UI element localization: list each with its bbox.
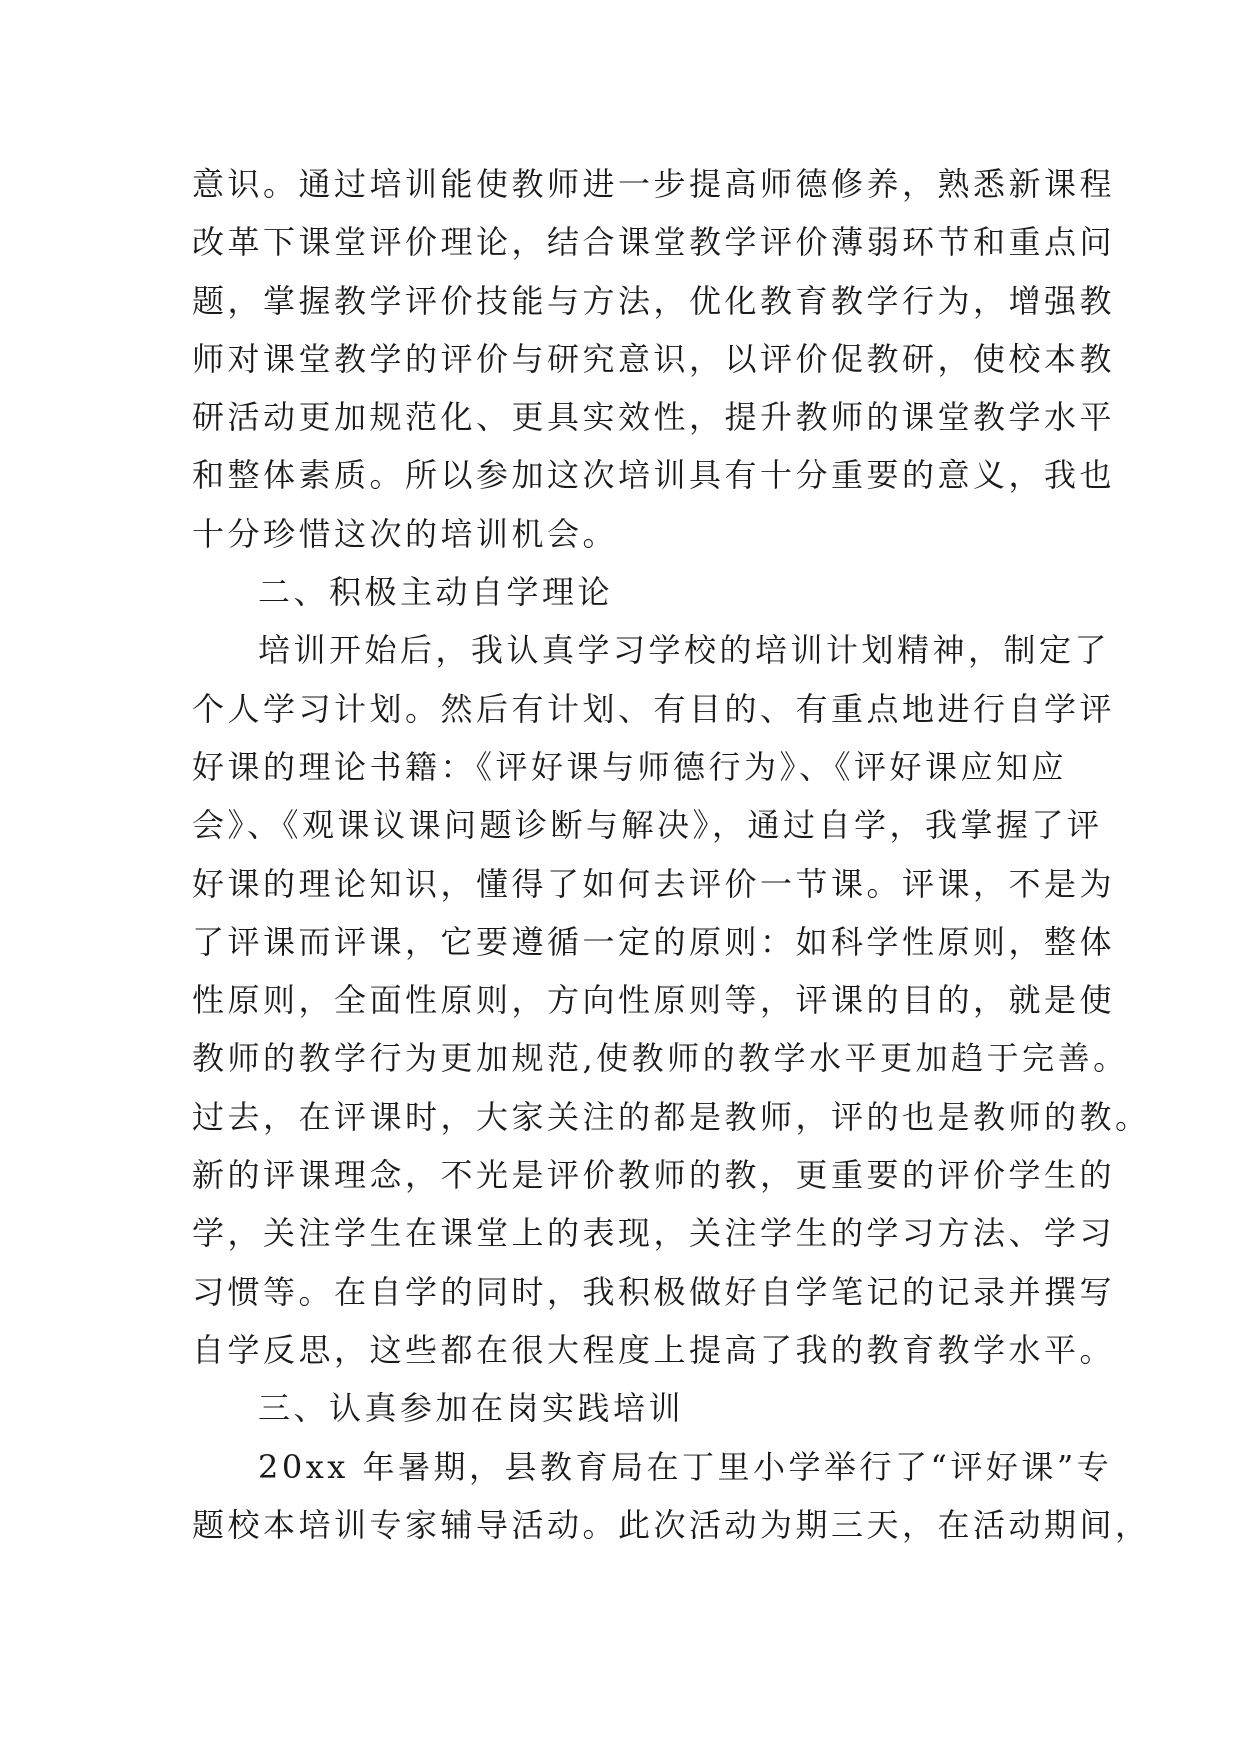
text-line: 改革下课堂评价理论，结合课堂教学评价薄弱环节和重点问 [192, 223, 1116, 262]
text-line: 培训开始后，我认真学习学校的培训计划精神，制定了 [258, 631, 1111, 670]
text-line: 会》、《观课议课问题诊断与解决》，通过自学，我掌握了评 [192, 806, 1103, 845]
text-line: 师对课堂教学的评价与研究意识，以评价促教研，使校本教 [192, 339, 1116, 378]
text-line: 习惯等。在自学的同时，我积极做好自学笔记的记录并撰写 [192, 1272, 1116, 1311]
text-line: 学，关注学生在课堂上的表现，关注学生的学习方法、学习 [192, 1214, 1116, 1253]
text-line: 性原则，全面性原则，方向性原则等，评课的目的，就是使 [192, 981, 1116, 1020]
text-line: 好课的理论知识，懂得了如何去评价一节课。评课，不是为 [192, 864, 1116, 903]
text-line: 20xx 年暑期，县教育局在丁里小学举行了“评好课”专 [258, 1447, 1113, 1486]
text-line: 自学反思，这些都在很大程度上提高了我的教育教学水平。 [192, 1330, 1116, 1369]
text-line: 十分珍惜这次的培训机会。 [192, 514, 619, 553]
text-line: 个人学习计划。然后有计划、有目的、有重点地进行自学评 [192, 689, 1116, 728]
document-body [192, 155, 1151, 1554]
text-line: 好课的理论书籍：《评好课与师德行为》、《评好课应知应 [192, 747, 1068, 786]
section-heading: 三、认真参加在岗实践培训 [258, 1389, 685, 1428]
section-heading: 二、积极主动自学理论 [258, 573, 614, 612]
text-line: 意识。通过培训能使教师进一步提高师德修养，熟悉新课程 [192, 165, 1116, 203]
text-line: 新的评课理念，不光是评价教师的教，更重要的评价学生的 [192, 1156, 1116, 1195]
text-line: 教师的教学行为更加规范,使教师的教学水平更加趋于完善。 [192, 1039, 1129, 1078]
text-line: 和整体素质。所以参加这次培训具有十分重要的意义，我也 [192, 456, 1116, 495]
text-line: 了评课而评课，它要遵循一定的原则：如科学性原则，整体 [192, 922, 1116, 961]
text-line: 研活动更加规范化、更具实效性，提升教师的课堂教学水平 [192, 398, 1116, 437]
text-line: 过去，在评课时，大家关注的都是教师，评的也是教师的教。 [192, 1097, 1151, 1136]
text-line: 题，掌握教学评价技能与方法，优化教育教学行为，增强教 [192, 281, 1116, 320]
text-line: 题校本培训专家辅导活动。此次活动为期三天，在活动期间， [192, 1505, 1151, 1544]
